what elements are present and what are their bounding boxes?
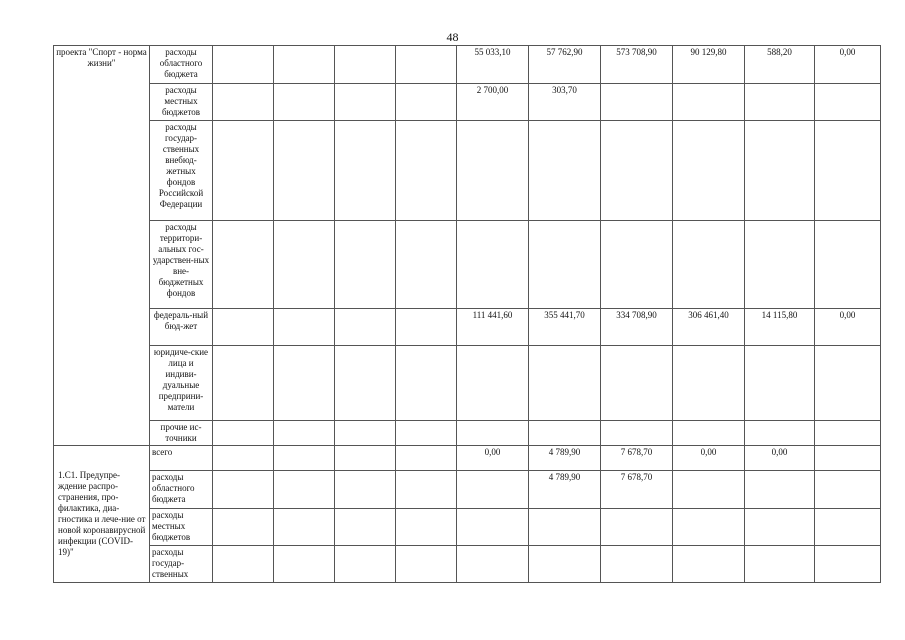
value-cell: [815, 121, 881, 221]
budget-table: [53, 45, 881, 583]
empty-cell: [274, 84, 335, 121]
funding-source-cell: федераль-ный бюд-жет: [150, 309, 213, 346]
empty-cell: [396, 221, 457, 309]
empty-cell: [335, 46, 396, 84]
empty-cell: [213, 121, 274, 221]
funding-source-cell: расходы территори-альных гос-ударствен-ных вне-бюджетных фондов: [150, 221, 213, 309]
empty-cell: [335, 546, 396, 583]
page-number: 48: [446, 30, 459, 44]
project-name-cell: проекта "Спорт - норма жизни": [54, 46, 150, 446]
funding-source-cell: расходы областного бюджета: [150, 471, 213, 509]
value-cell: [457, 346, 529, 421]
value-cell: [673, 346, 745, 421]
empty-cell: [274, 46, 335, 84]
value-cell: 573 708,90: [601, 46, 673, 84]
empty-cell: [213, 421, 274, 446]
empty-cell: [396, 421, 457, 446]
value-cell: [601, 346, 673, 421]
value-cell: [815, 421, 881, 446]
funding-source-cell: всего: [150, 446, 213, 471]
value-cell: [815, 221, 881, 309]
value-cell: 90 129,80: [673, 46, 745, 84]
value-cell: [745, 509, 815, 546]
value-cell: [745, 84, 815, 121]
empty-cell: [213, 509, 274, 546]
value-cell: [529, 546, 601, 583]
value-cell: 57 762,90: [529, 46, 601, 84]
empty-cell: [396, 84, 457, 121]
value-cell: [815, 546, 881, 583]
value-cell: [673, 221, 745, 309]
value-cell: 4 789,90: [529, 471, 601, 509]
funding-source-cell: расходы государ-ственных: [150, 546, 213, 583]
value-cell: [457, 509, 529, 546]
value-cell: 7 678,70: [601, 446, 673, 471]
funding-source-cell: прочие ис-точники: [150, 421, 213, 446]
value-cell: [673, 509, 745, 546]
value-cell: [529, 421, 601, 446]
value-cell: [745, 471, 815, 509]
table-row: [54, 421, 881, 446]
empty-cell: [274, 346, 335, 421]
value-cell: 303,70: [529, 84, 601, 121]
empty-cell: [213, 446, 274, 471]
empty-cell: [274, 509, 335, 546]
value-cell: [457, 121, 529, 221]
empty-cell: [396, 546, 457, 583]
empty-cell: [396, 509, 457, 546]
table-row: [54, 471, 881, 509]
funding-source-cell: расходы областного бюджета: [150, 46, 213, 84]
value-cell: 14 115,80: [745, 309, 815, 346]
project-name-cell: 1.С1. Предупре-ждение распро-странения, про-филактика, диа-гностика и лече-ние от новой коронавирусной инфекции (COVID-19)": [54, 446, 150, 583]
value-cell: [745, 421, 815, 446]
value-cell: [815, 446, 881, 471]
empty-cell: [335, 346, 396, 421]
value-cell: [529, 121, 601, 221]
empty-cell: [274, 546, 335, 583]
empty-cell: [335, 309, 396, 346]
value-cell: [529, 509, 601, 546]
value-cell: [745, 221, 815, 309]
value-cell: 0,00: [745, 446, 815, 471]
empty-cell: [274, 221, 335, 309]
value-cell: [673, 546, 745, 583]
value-cell: [815, 346, 881, 421]
empty-cell: [274, 446, 335, 471]
value-cell: 334 708,90: [601, 309, 673, 346]
value-cell: 0,00: [457, 446, 529, 471]
value-cell: [457, 421, 529, 446]
value-cell: 111 441,60: [457, 309, 529, 346]
table-row: [54, 509, 881, 546]
value-cell: [601, 421, 673, 446]
empty-cell: [396, 121, 457, 221]
empty-cell: [335, 84, 396, 121]
value-cell: [601, 221, 673, 309]
empty-cell: [335, 421, 396, 446]
value-cell: [601, 509, 673, 546]
empty-cell: [335, 471, 396, 509]
table-row: [54, 84, 881, 121]
value-cell: 55 033,10: [457, 46, 529, 84]
value-cell: [601, 121, 673, 221]
value-cell: 0,00: [673, 446, 745, 471]
funding-source-cell: юридиче-ские лица и индиви-дуальные предприни-матели: [150, 346, 213, 421]
empty-cell: [274, 471, 335, 509]
value-cell: [457, 471, 529, 509]
value-cell: [673, 471, 745, 509]
value-cell: [529, 221, 601, 309]
value-cell: 588,20: [745, 46, 815, 84]
empty-cell: [213, 46, 274, 84]
empty-cell: [396, 309, 457, 346]
value-cell: 0,00: [815, 46, 881, 84]
value-cell: [745, 346, 815, 421]
value-cell: 306 461,40: [673, 309, 745, 346]
value-cell: [601, 84, 673, 121]
empty-cell: [274, 421, 335, 446]
value-cell: 7 678,70: [601, 471, 673, 509]
value-cell: [745, 121, 815, 221]
value-cell: [673, 121, 745, 221]
value-cell: [457, 546, 529, 583]
value-cell: 4 789,90: [529, 446, 601, 471]
funding-source-cell: расходы государ-ственных внебюд-жетных фондов Российской Федерации: [150, 121, 213, 221]
value-cell: 0,00: [815, 309, 881, 346]
empty-cell: [213, 471, 274, 509]
empty-cell: [274, 309, 335, 346]
empty-cell: [335, 509, 396, 546]
empty-cell: [396, 346, 457, 421]
empty-cell: [213, 546, 274, 583]
empty-cell: [396, 471, 457, 509]
value-cell: 355 441,70: [529, 309, 601, 346]
table-row: [54, 221, 881, 309]
table-row: [54, 446, 881, 471]
empty-cell: [335, 121, 396, 221]
value-cell: 2 700,00: [457, 84, 529, 121]
value-cell: [673, 421, 745, 446]
value-cell: [745, 546, 815, 583]
table-row: [54, 309, 881, 346]
empty-cell: [396, 46, 457, 84]
value-cell: [601, 546, 673, 583]
table-row: [54, 346, 881, 421]
empty-cell: [396, 446, 457, 471]
value-cell: [673, 84, 745, 121]
value-cell: [457, 221, 529, 309]
table-row: [54, 46, 881, 84]
empty-cell: [213, 221, 274, 309]
value-cell: [529, 346, 601, 421]
empty-cell: [335, 446, 396, 471]
empty-cell: [274, 121, 335, 221]
empty-cell: [213, 84, 274, 121]
value-cell: [815, 509, 881, 546]
table-row: [54, 121, 881, 221]
funding-source-cell: расходы местных бюджетов: [150, 509, 213, 546]
table-row: [54, 546, 881, 583]
value-cell: [815, 471, 881, 509]
empty-cell: [213, 309, 274, 346]
value-cell: [815, 84, 881, 121]
funding-source-cell: расходы местных бюджетов: [150, 84, 213, 121]
empty-cell: [213, 346, 274, 421]
empty-cell: [335, 221, 396, 309]
